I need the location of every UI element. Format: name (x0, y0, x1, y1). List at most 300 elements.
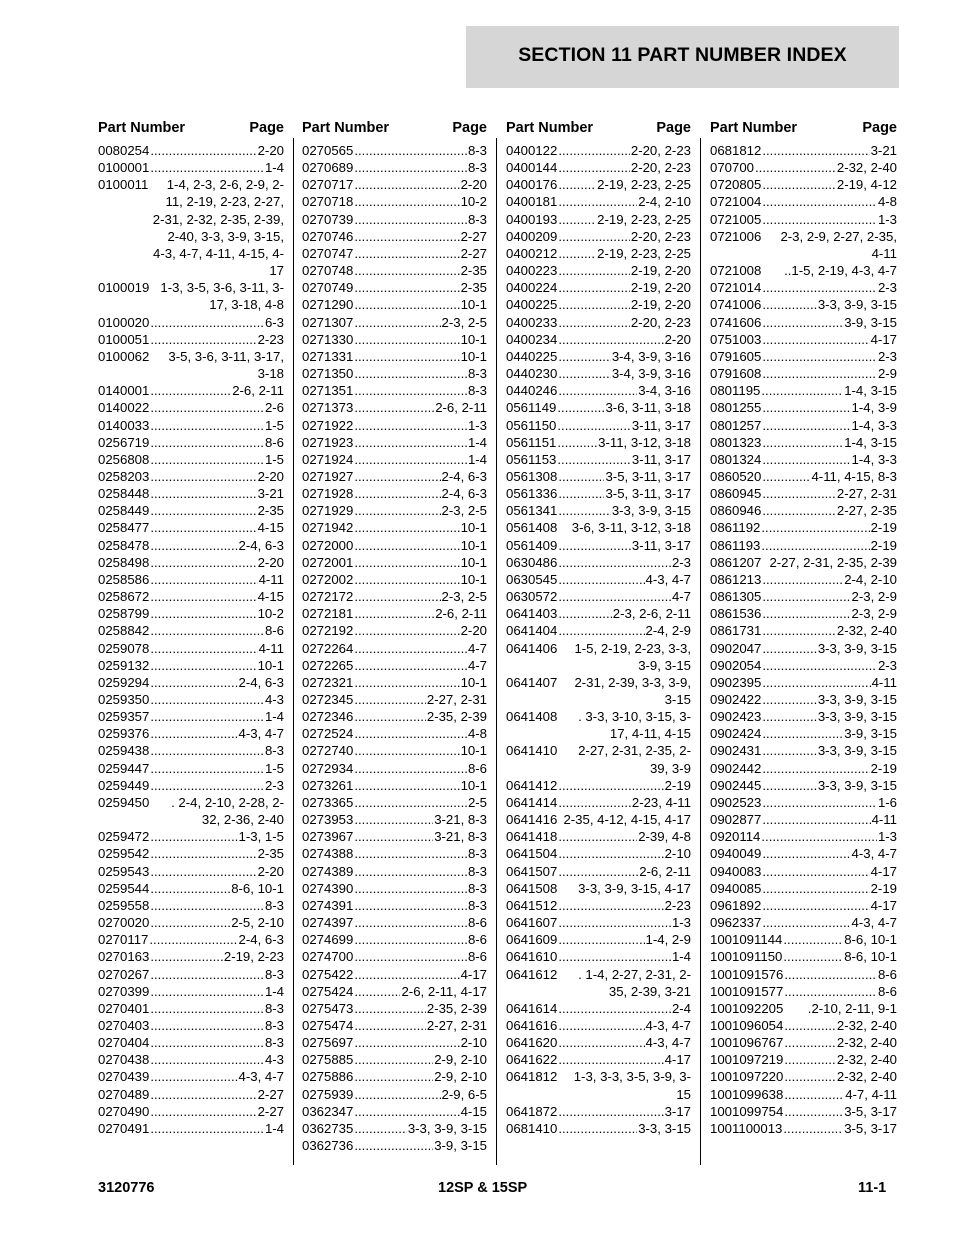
part-number: 0258842 (98, 623, 150, 639)
page-references: 2-19, 2-23, 2-25 (597, 177, 691, 193)
page-references: 2-20, 2-23 (630, 143, 691, 158)
index-column-1 (98, 119, 284, 1161)
page-references: 8-3 (467, 880, 487, 896)
leader-dots (354, 1120, 406, 1137)
index-entry (710, 382, 897, 399)
page-references: 2-19, 2-20 (630, 297, 691, 313)
page-references: 4-3, 4-7 (238, 726, 284, 742)
leader-dots (354, 554, 459, 571)
index-entry (98, 537, 284, 554)
index-entry (710, 554, 897, 571)
page-references: 1-4 (671, 949, 691, 965)
leader-dots (354, 880, 467, 897)
leader-dots (761, 828, 877, 845)
index-entry (98, 485, 284, 502)
leader-dots (558, 331, 663, 348)
leader-dots (354, 296, 459, 313)
part-number: 0902445 (710, 777, 762, 793)
part-number: 0272002 (302, 571, 354, 587)
page-references: 2-3, 2-5 (441, 314, 487, 330)
index-entry (710, 159, 897, 176)
leader-dots (354, 434, 467, 451)
page-references: 8-3 (467, 846, 487, 862)
part-number: 0271922 (302, 417, 354, 433)
page-references: 2-35, 2-39 (426, 709, 487, 725)
part-number: 0270267 (98, 966, 150, 982)
index-entry (506, 640, 691, 674)
index-entry (98, 468, 284, 485)
page-references: .2-10, 2-11, 9-1 (807, 1000, 897, 1016)
part-number: 0258203 (98, 468, 150, 484)
part-number: 0641404 (506, 623, 558, 639)
leader-dots (354, 966, 459, 983)
leader-dots (558, 897, 663, 914)
part-number: 0258672 (98, 589, 150, 605)
page-references: 8-6 (467, 915, 487, 931)
leader-dots (762, 708, 816, 725)
leader-dots (558, 1000, 671, 1017)
part-number: 0271942 (302, 520, 354, 536)
page-references: 2-19, 2-20 (630, 263, 691, 279)
leader-dots (354, 828, 433, 845)
index-entry (302, 279, 487, 296)
index-entry (506, 605, 691, 622)
header-page: Page (862, 120, 897, 136)
part-number: 0259544 (98, 880, 150, 896)
page-references: 2-4, 2-9 (645, 623, 691, 639)
part-number: 0641418 (506, 829, 558, 845)
page-references: 2-23 (664, 897, 691, 913)
leader-dots (150, 1120, 264, 1137)
part-number: 0100001 (98, 160, 150, 176)
part-number: 0270438 (98, 1052, 150, 1068)
page-references: 3-5, 3-17 (844, 1120, 897, 1136)
part-number: 0902047 (710, 640, 762, 656)
part-number: 0641512 (506, 897, 558, 913)
page-references: 2-19, 2-23, 2-25 (597, 211, 691, 227)
part-number: 0440230 (506, 366, 558, 382)
part-number: 1001091150 (710, 949, 783, 965)
part-number: 0940049 (710, 846, 762, 862)
leader-dots (150, 417, 264, 434)
page-references: 3-21 (257, 486, 284, 502)
index-entry (710, 1034, 897, 1051)
page-references: . 1-4, 2-27, 2-31, 2-35, 2-39, 3-21 (578, 966, 691, 999)
index-entry (302, 897, 487, 914)
part-number: 0271350 (302, 366, 354, 382)
leader-dots (354, 245, 459, 262)
page-references: 2-19 (870, 760, 897, 776)
page-references: 2-31, 2-39, 3-3, 3-9, 3-15 (574, 674, 691, 707)
part-number: 0721005 (710, 211, 762, 227)
page-references: 1-3 (877, 829, 897, 845)
page-references: . 2-4, 2-10, 2-28, 2-32, 2-36, 2-40 (171, 794, 284, 828)
index-entry (302, 519, 487, 536)
index-entry (506, 485, 691, 502)
page-references: 6-3 (264, 314, 284, 330)
index-entry (506, 828, 691, 845)
index-entry (710, 708, 897, 725)
index-entry (710, 760, 897, 777)
leader-dots (150, 708, 264, 725)
part-number: 0630486 (506, 554, 558, 570)
page-references: 2-20 (460, 177, 487, 193)
index-entry (710, 417, 897, 434)
page-references: 10-1 (460, 777, 487, 793)
page-references: 4-11 (871, 812, 897, 828)
page-references: 4-8 (467, 726, 487, 742)
leader-dots (558, 1120, 637, 1137)
index-entry (98, 897, 284, 914)
leader-dots (150, 451, 264, 468)
index-entry (506, 966, 691, 1000)
page-references: 4-17 (870, 863, 897, 879)
index-entry (302, 983, 487, 1000)
leader-dots (762, 777, 816, 794)
index-entry (506, 1000, 691, 1017)
part-number: 0270718 (302, 194, 354, 210)
index-entry (98, 966, 284, 983)
index-entry (506, 1068, 691, 1102)
index-entry (710, 502, 897, 519)
part-number: 0274390 (302, 880, 354, 896)
index-entry (506, 897, 691, 914)
page-references: 2-19, 2-23 (223, 949, 284, 965)
index-entry (506, 622, 691, 639)
index-entry (302, 537, 487, 554)
index-entry (302, 691, 487, 708)
leader-dots (558, 554, 671, 571)
index-entry (302, 228, 487, 245)
page-references: 2-19, 4-12 (836, 177, 897, 193)
index-entry (98, 725, 284, 742)
index-entry (302, 948, 487, 965)
page-references: 2-4, 6-3 (238, 932, 284, 948)
page-references: 2-4, 6-3 (238, 674, 284, 690)
page-references: 8-3 (264, 897, 284, 913)
footer-doc-number: 3120776 (98, 1180, 155, 1196)
page-references: 1-3, 3-3, 3-5, 3-9, 3-15 (573, 1069, 691, 1102)
part-number: 0440246 (506, 383, 558, 399)
page-references: 2-27 (257, 1103, 284, 1119)
leader-dots (354, 159, 467, 176)
part-number: 0272000 (302, 537, 354, 553)
leader-dots (354, 485, 440, 502)
page-references: 1-5 (264, 417, 284, 433)
index-entry (506, 228, 691, 245)
index-entry (710, 914, 897, 931)
leader-dots (150, 588, 256, 605)
index-entry (98, 434, 284, 451)
index-entry (302, 211, 487, 228)
index-entry (710, 828, 897, 845)
part-number: 0860945 (710, 486, 762, 502)
page-references: 3-11, 3-12, 3-18 (598, 434, 691, 450)
part-number: 0902054 (710, 657, 762, 673)
part-number: 0641609 (506, 932, 558, 948)
page-references: 3-3, 3-9, 3-15 (817, 640, 897, 656)
leader-dots (762, 279, 877, 296)
leader-dots (354, 519, 459, 536)
part-number: 0362735 (302, 1120, 354, 1136)
leader-dots (150, 657, 256, 674)
index-entry (710, 1000, 897, 1017)
page-references: 4-3, 4-7 (645, 1017, 691, 1033)
part-number: 0272172 (302, 589, 354, 605)
index-entry (98, 1068, 284, 1085)
page-references: 3-6, 3-11, 3-18 (605, 400, 691, 416)
part-number: 0561149 (506, 400, 557, 416)
index-entry (302, 605, 487, 622)
index-entry (710, 571, 897, 588)
part-number: 0270747 (302, 245, 354, 261)
index-entry (302, 1137, 487, 1154)
part-number: 0940083 (710, 863, 762, 879)
index-entry (302, 571, 487, 588)
part-number: 0801324 (710, 451, 762, 467)
part-number: 0861213 (710, 571, 762, 587)
leader-dots (558, 863, 638, 880)
leader-dots (762, 811, 870, 828)
column-header (98, 119, 284, 142)
index-entry (506, 571, 691, 588)
index-entry (98, 159, 284, 176)
page-references: 2-19 (870, 520, 897, 536)
part-number: 0259449 (98, 777, 150, 793)
part-number: 0259472 (98, 829, 150, 845)
page-references: 2-4, 6-3 (441, 468, 487, 484)
page-references: 8-3 (467, 143, 487, 158)
page-references: 2-32, 2-40 (836, 1069, 897, 1085)
page-references: 3-3, 3-9, 3-15 (611, 503, 691, 519)
index-column-2 (302, 119, 487, 1161)
page-references: 4-3, 4-7 (851, 915, 897, 931)
leader-dots (762, 417, 850, 434)
part-number: 0270490 (98, 1103, 150, 1119)
index-entry (506, 537, 691, 554)
part-number: 0273953 (302, 812, 354, 828)
index-entry (506, 863, 691, 880)
index-entry (710, 434, 897, 451)
index-entry (98, 1086, 284, 1103)
leader-dots (150, 554, 256, 571)
index-entry (98, 1051, 284, 1068)
part-number: 0400223 (506, 263, 558, 279)
part-number: 0641872 (506, 1103, 558, 1119)
part-number: 0400209 (506, 228, 558, 244)
part-number: 0100051 (98, 331, 150, 347)
page-references: 8-3 (264, 1035, 284, 1051)
page-references: 2-20 (460, 623, 487, 639)
page-references: 8-6, 10-1 (844, 949, 897, 965)
part-number: 0080254 (98, 143, 150, 158)
index-entry (710, 811, 897, 828)
leader-dots (354, 382, 467, 399)
leader-dots (150, 1017, 264, 1034)
leader-dots (354, 502, 440, 519)
part-number: 0270746 (302, 228, 354, 244)
part-number: 0271330 (302, 331, 354, 347)
header-page: Page (452, 120, 487, 136)
leader-dots (354, 1137, 433, 1154)
leader-dots (762, 622, 836, 639)
header-page: Page (249, 120, 284, 136)
part-number: 1001091144 (710, 932, 783, 948)
index-entry (710, 845, 897, 862)
index-entry (710, 296, 897, 313)
part-number: 0741606 (710, 314, 762, 330)
leader-dots (784, 983, 877, 1000)
part-number: 0400225 (506, 297, 558, 313)
index-entry (710, 622, 897, 639)
leader-dots (354, 365, 467, 382)
leader-dots (150, 640, 257, 657)
page-references: 10-2 (460, 194, 487, 210)
page-references: 4-3, 4-7 (645, 1035, 691, 1051)
leader-dots (354, 1086, 440, 1103)
part-number: 1001099754 (710, 1103, 784, 1119)
leader-dots (150, 1000, 264, 1017)
column-divider (293, 138, 294, 1165)
page-references: 2-9, 2-10 (434, 1069, 487, 1085)
page-references: 2-4, 2-10 (844, 571, 897, 587)
leader-dots (558, 245, 596, 262)
page-references: 10-2 (257, 606, 284, 622)
index-entry (302, 674, 487, 691)
index-entry (98, 331, 284, 348)
index-entry (506, 931, 691, 948)
part-number: 0902877 (710, 812, 762, 828)
page-references: ..1-5, 2-19, 4-3, 4-7 (784, 263, 897, 279)
part-number: 0272192 (302, 623, 354, 639)
leader-dots (150, 605, 256, 622)
part-number: 0273967 (302, 829, 354, 845)
index-entry (302, 811, 487, 828)
leader-dots (557, 399, 604, 416)
index-entry (302, 382, 487, 399)
leader-dots (150, 777, 264, 794)
index-entry (98, 554, 284, 571)
index-entry (302, 622, 487, 639)
index-entry (710, 691, 897, 708)
page-references: 10-1 (257, 657, 284, 673)
page-references: 8-3 (467, 863, 487, 879)
index-entry (506, 451, 691, 468)
leader-dots (354, 142, 467, 159)
page-references: 8-6 (264, 434, 284, 450)
leader-dots (558, 571, 644, 588)
part-number: 0259294 (98, 674, 150, 690)
part-number: 0258586 (98, 571, 150, 587)
index-entry (506, 159, 691, 176)
index-entry (302, 725, 487, 742)
index-entry (302, 828, 487, 845)
index-entry (98, 622, 284, 639)
page-references: 2-3, 2-9, 2-27, 2-35, 4-11 (780, 228, 897, 261)
part-number: 0741006 (710, 297, 762, 313)
part-number: 0270749 (302, 280, 354, 296)
page-references: 2-20 (257, 468, 284, 484)
index-entry (302, 794, 487, 811)
part-number: 0400193 (506, 211, 558, 227)
page-references: 3-21, 8-3 (434, 829, 487, 845)
part-number: 0258477 (98, 520, 150, 536)
page-references: 2-23, 4-11 (631, 794, 691, 810)
index-entry (98, 502, 284, 519)
leader-dots (558, 1017, 644, 1034)
leader-dots (354, 914, 467, 931)
page-references: 2-20, 2-23 (630, 314, 691, 330)
part-number: 0270020 (98, 915, 150, 931)
leader-dots (354, 1051, 433, 1068)
part-number: 0258448 (98, 486, 150, 502)
leader-dots (354, 845, 467, 862)
leader-dots (558, 262, 630, 279)
page-references: 3-3, 3-9, 3-15, 4-17 (578, 880, 691, 896)
page-references: 2-19 (870, 880, 897, 896)
index-entry (506, 794, 691, 811)
index-entry (506, 502, 691, 519)
page-references: 2-19, 2-23, 2-25 (597, 245, 691, 261)
page-references: 1-3 (671, 915, 691, 931)
index-entry (302, 863, 487, 880)
leader-dots (150, 537, 237, 554)
leader-dots (762, 434, 843, 451)
page-references: 3-11, 3-17 (631, 537, 691, 553)
part-number: 0271290 (302, 297, 354, 313)
part-number: 1001096767 (710, 1035, 784, 1051)
page-references: 4-17 (870, 331, 897, 347)
part-number: 0272001 (302, 554, 354, 570)
part-number: 0801257 (710, 417, 762, 433)
page-references: 1-5 (264, 451, 284, 467)
index-entry (710, 176, 897, 193)
page-references: 2-3, 2-6, 2-11 (612, 606, 691, 622)
part-number: 1001091577 (710, 983, 784, 999)
page-references: 2-32, 2-40 (836, 1052, 897, 1068)
page-references: 3-5, 3-11, 3-17 (605, 468, 691, 484)
part-number: 0270401 (98, 1000, 150, 1016)
part-number: 0258449 (98, 503, 150, 519)
page-references: 2-3, 2-5 (441, 589, 487, 605)
page-references: 4-7, 4-11 (845, 1086, 897, 1102)
index-entry (98, 451, 284, 468)
page-references: 1-4, 2-9 (645, 932, 691, 948)
part-number: 0400122 (506, 143, 558, 158)
part-number: 1001096054 (710, 1017, 784, 1033)
part-number: 0681410 (506, 1120, 558, 1136)
leader-dots (150, 519, 256, 536)
part-number: 0272181 (302, 606, 354, 622)
index-entry (98, 760, 284, 777)
part-number: 0274397 (302, 915, 354, 931)
leader-dots (783, 931, 843, 948)
part-number: 0273261 (302, 777, 354, 793)
leader-dots (784, 1086, 844, 1103)
part-number: 0902423 (710, 709, 762, 725)
index-entry (98, 794, 284, 828)
part-number: 0791608 (710, 366, 762, 382)
index-entry (506, 588, 691, 605)
index-entry (302, 365, 487, 382)
leader-dots (755, 159, 836, 176)
page-references: 2-39, 4-8 (638, 829, 691, 845)
index-entry (98, 914, 284, 931)
page-references: 2-27, 2-31, 2-35, 2-39, 3-9 (578, 743, 691, 776)
part-number: 1001097219 (710, 1052, 784, 1068)
part-number: 0100011 (98, 177, 149, 193)
page-references: 2-4, 2-10 (638, 194, 691, 210)
